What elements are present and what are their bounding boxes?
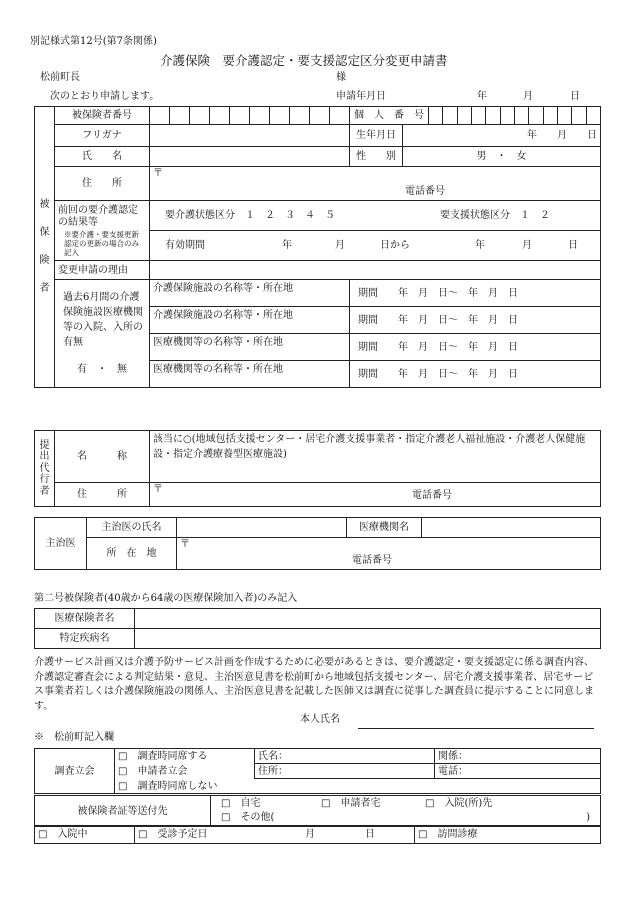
yes-no-options[interactable]: 有 ・ 無 xyxy=(77,364,127,375)
home-visit-option[interactable]: □ 訪問診療 xyxy=(415,826,601,844)
survey-option-1[interactable]: □ 調査時同席する xyxy=(115,749,255,764)
insured-number-label: 被保険者番号 xyxy=(55,107,150,125)
institution-field[interactable] xyxy=(422,518,601,538)
agent-table xyxy=(34,430,601,507)
send-table xyxy=(34,795,601,827)
doctor-phone-label: 電話番号 xyxy=(352,555,392,566)
phone-label: 電話番号 xyxy=(405,186,445,197)
apply-month: 月 xyxy=(523,91,533,102)
facility-row-4[interactable]: 医療機関等の名称等・所在地 xyxy=(150,361,350,388)
send-label: 被保険者証等送付先 xyxy=(35,796,211,827)
insured-table xyxy=(34,106,601,388)
name-label: 氏 名 xyxy=(55,147,150,167)
birth-field[interactable]: 年 月 日 xyxy=(403,125,601,147)
apply-year: 年 xyxy=(477,91,487,102)
sex-label: 性 別 xyxy=(350,147,403,167)
facility-period-4[interactable]: 期間 年 月 日～ 年 月 日 xyxy=(350,361,601,388)
insurer-field[interactable] xyxy=(135,609,601,629)
facility-row-3[interactable]: 医療機関等の名称等・所在地 xyxy=(150,334,350,361)
form-number: 別記様式第12号(第7条関係) xyxy=(30,36,157,47)
address-field[interactable] xyxy=(150,167,601,201)
doctor-address-label: 所 在 地 xyxy=(87,538,177,570)
consent-text: 介護サービス計画又は介護予防サービス計画を作成するために必要があるときは、要介護認定・要支援認定に係る調査内容、介護認定審査会による判定結果・意見、主治医意見書を松前町から地域包括支援センター、居宅介護支援事業者、居宅サービス事業者若しくは介護保険施設の関係人、主治医意見書を記載した医師又は調査に従事した調査員に提示することに同意します。 xyxy=(34,657,594,712)
signature-label: 本人氏名 xyxy=(300,714,340,725)
sex-options[interactable]: 男 ・ 女 xyxy=(403,147,601,167)
birth-label: 生年月日 xyxy=(350,125,403,147)
form-title: 介護保険 要介護認定・要支援認定区分変更申請書 xyxy=(160,53,448,68)
furigana-label: フリガナ xyxy=(55,125,150,147)
validity-row[interactable]: 有効期間 年 月 日から 年 月 日 xyxy=(150,231,601,261)
town-use-table xyxy=(34,748,601,794)
doctor-name-label: 主治医の氏名 xyxy=(87,518,177,538)
doctor-name-field[interactable] xyxy=(177,518,347,538)
reason-label: 変更申請の理由 xyxy=(55,261,150,280)
apply-day: 日 xyxy=(570,91,580,102)
survey-option-3[interactable]: □ 調査時同席しない xyxy=(115,779,601,794)
agent-side-label: 提出代行者 xyxy=(35,431,55,507)
agent-phone-label: 電話番号 xyxy=(412,490,452,501)
exam-date-option[interactable]: □ 受診予定日 月 日 xyxy=(135,826,415,844)
address-label: 住 所 xyxy=(55,167,150,201)
survey-relation[interactable]: 関係： xyxy=(435,749,601,764)
personal-number-field[interactable]: 個 人 番 号 xyxy=(350,107,601,125)
facility-row-1[interactable]: 介護保険施設の名称等・所在地 xyxy=(150,280,350,307)
bottom-table xyxy=(34,825,601,844)
facility-question: 過去6月間の介護保険施設医療機関等の入院、入所の有無 有 ・ 無 xyxy=(55,280,150,388)
name-field[interactable] xyxy=(150,147,350,167)
intro-text: 次のとおり申請します。 xyxy=(50,91,160,102)
honorific: 様 xyxy=(336,72,346,83)
agent-name-note[interactable]: 該当に○(地域包括支援センター・居宅介護支援事業者・指定介護老人福祉施設・介護老人保健施設・指定介護療養型医療施設) xyxy=(150,431,601,483)
apply-date-label: 申請年月日 xyxy=(336,91,386,102)
disease-field[interactable] xyxy=(135,629,601,649)
survey-option-2[interactable]: □ 申請者立会 xyxy=(115,764,255,779)
survey-address[interactable]: 住所： xyxy=(255,764,435,779)
second-insured-heading: 第二号被保険者(40歳から64歳の医療保険加入者)のみ記入 xyxy=(34,593,298,604)
disease-label: 特定疾病名 xyxy=(35,629,135,649)
insured-number-field[interactable] xyxy=(150,107,350,125)
survey-label: 調査立会 xyxy=(35,749,115,794)
care-level-row[interactable]: 要介護状態区分 １ ２ ３ ４ ５ 要支援状態区分 １ ２ xyxy=(150,201,601,231)
addressee: 松前町長 xyxy=(40,72,80,83)
reason-field[interactable] xyxy=(150,261,601,280)
signature-line[interactable] xyxy=(358,728,594,729)
facility-period-3[interactable]: 期間 年 月 日～ 年 月 日 xyxy=(350,334,601,361)
doctor-address-field[interactable]: 〒 電話番号 xyxy=(177,538,601,570)
agent-name-label: 名 称 xyxy=(55,431,150,483)
prev-result-label: 前回の要介護認定の結果等 ※要介護・要支援更新認定の更新の場合のみ記入 xyxy=(55,201,150,261)
doctor-side-label: 主治医 xyxy=(35,518,87,570)
institution-label: 医療機関名 xyxy=(347,518,422,538)
send-options[interactable]: □ 自宅 □ 申請者宅 □ 入院(所)先 □ その他( ) xyxy=(211,796,601,827)
survey-name[interactable]: 氏名： xyxy=(255,749,435,764)
facility-row-2[interactable]: 介護保険施設の名称等・所在地 xyxy=(150,307,350,334)
second-insured-table xyxy=(34,608,601,649)
agent-address-field[interactable]: 〒 電話番号 xyxy=(150,483,601,507)
doctor-table xyxy=(34,517,601,570)
furigana-field[interactable] xyxy=(150,125,350,147)
town-use-heading: ※ 松前町記入欄 xyxy=(34,732,114,743)
postal-mark: 〒 xyxy=(153,168,163,179)
survey-phone[interactable]: 電話： xyxy=(435,764,601,779)
insurer-label: 医療保険者名 xyxy=(35,609,135,629)
facility-period-1[interactable]: 期間 年 月 日～ 年 月 日 xyxy=(350,280,601,307)
inpatient-option[interactable]: □ 入院中 xyxy=(35,826,135,844)
agent-address-label: 住 所 xyxy=(55,483,150,507)
insured-side-label: 被 保 険 者 xyxy=(35,107,55,388)
facility-period-2[interactable]: 期間 年 月 日～ 年 月 日 xyxy=(350,307,601,334)
